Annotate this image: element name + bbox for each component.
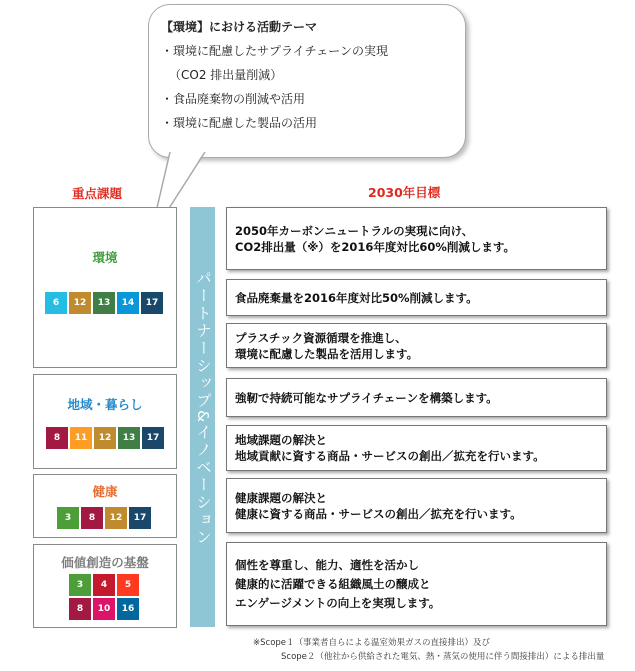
focus-issues-header: 重点課題: [72, 186, 123, 201]
category-name: 健康: [92, 484, 118, 499]
sdg-icon: 5: [117, 574, 139, 596]
sdg-icon: 3: [57, 507, 79, 529]
category-environment: [33, 207, 177, 368]
bubble-item: ・環境に配慮した製品の活用: [161, 116, 318, 130]
sdg-icon: 10: [93, 598, 115, 620]
sdg-icon: 4: [93, 574, 115, 596]
goal-box: プラスチック資源循環を推進し、 環境に配慮した製品を活用します。: [226, 323, 607, 368]
category-community: [33, 374, 177, 469]
footnote-line: ※Scope１（事業者自らによる温室効果ガスの直接排出）及び: [253, 638, 491, 648]
sdg-icons: [57, 507, 151, 529]
goal-box: 食品廃棄量を2016年度対比50%削減します。: [226, 279, 607, 316]
sdg-icon: 3: [69, 574, 91, 596]
goal-box: 地域課題の解決と 地域貢献に資する商品・サービスの創出／拡充を行います。: [226, 425, 607, 471]
sdg-icon: 17: [129, 507, 151, 529]
sdg-icon: 14: [117, 292, 139, 314]
sdg-icons: [46, 427, 164, 449]
footnote-line: Scope２（他社から供給された電気、熱・蒸気の使用に伴う間接排出）による排出量: [281, 652, 605, 662]
sdg-icon: 12: [69, 292, 91, 314]
sdg-icon: 17: [141, 292, 163, 314]
sdg-icon: 12: [105, 507, 127, 529]
bubble-item: ・環境に配慮したサプライチェーンの実現: [161, 44, 389, 58]
goal-box: 強靭で持続可能なサプライチェーンを構築します。: [226, 378, 607, 417]
category-health: [33, 474, 177, 538]
sdg-icon: 13: [93, 292, 115, 314]
category-name: 環境: [92, 250, 118, 265]
sdg-icon: 16: [117, 598, 139, 620]
goal-box: 個性を尊重し、能力、適性を活かし 健康的に活躍できる組織風土の醸成と エンゲージメントの向上を実現します。: [226, 542, 607, 626]
bubble-title: 【環境】における活動テーマ: [161, 20, 318, 34]
sdg-icon: 8: [69, 598, 91, 620]
sdg-icon: 11: [70, 427, 92, 449]
bubble-item: （CO2 排出量削減）: [169, 68, 283, 82]
category-name: 地域・暮らし: [67, 397, 143, 412]
category-value-creation: [33, 544, 177, 628]
sdg-icon: 8: [81, 507, 103, 529]
sdg-icon: 6: [45, 292, 67, 314]
sdg-icon: 17: [142, 427, 164, 449]
sdg-icons: [45, 292, 163, 314]
sdg-icon: 8: [46, 427, 68, 449]
goal-box: 健康課題の解決と 健康に資する商品・サービスの創出／拡充を行います。: [226, 478, 607, 533]
partnership-label: パートナーシップ&イノベーション: [194, 270, 212, 547]
goal-box: 2050年カーボンニュートラルの実現に向け、 CO2排出量（※）を2016年度対比60%削減します。: [226, 207, 607, 270]
sdg-icons: [69, 574, 143, 620]
theme-bubble: [148, 4, 466, 158]
sdg-icon: 13: [118, 427, 140, 449]
category-name: 価値創造の基盤: [61, 555, 149, 570]
goals-2030-header: 2030年目標: [368, 185, 441, 200]
sdg-icon: 12: [94, 427, 116, 449]
bubble-item: ・食品廃棄物の削減や活用: [161, 92, 306, 106]
